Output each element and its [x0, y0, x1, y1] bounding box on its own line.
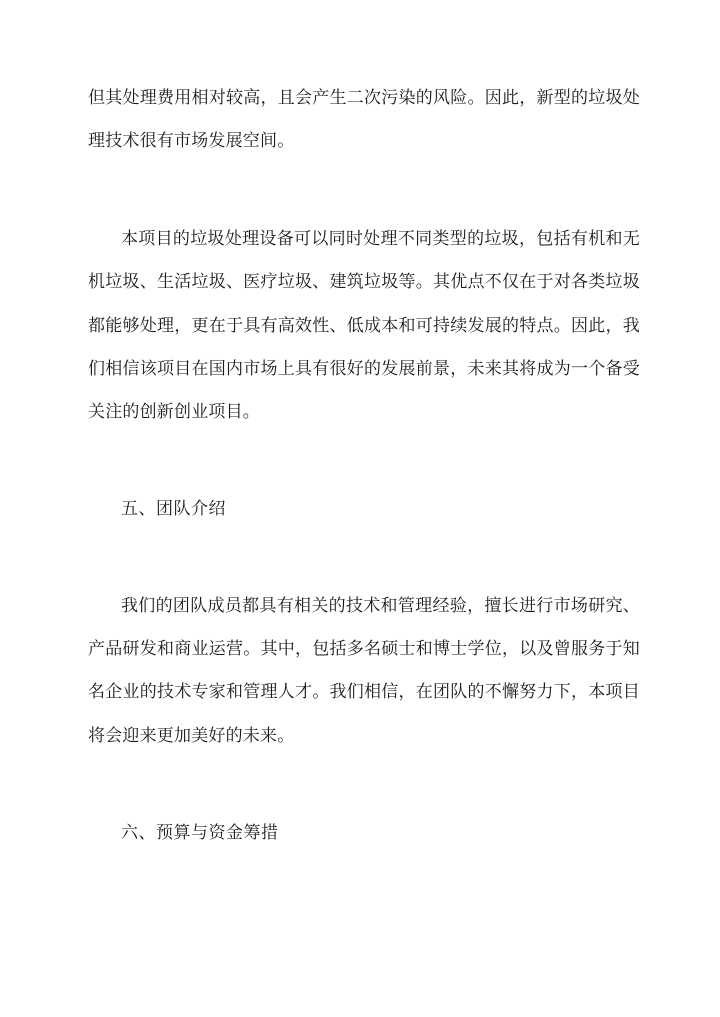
paragraph-2-line-2: 机垃圾、生活垃圾、医疗垃圾、建筑垃圾等。其优点不仅在于对各类垃圾	[88, 272, 640, 292]
paragraph-2-line-4: 们相信该项目在国内市场上具有很好的发展前景，未来其将成为一个备受	[88, 359, 640, 379]
paragraph-2-line-1: 本项目的垃圾处理设备可以同时处理不同类型的垃圾，包括有机和无	[121, 229, 640, 249]
section-5-line-4: 将会迎来更加美好的未来。	[88, 726, 295, 746]
section-6-heading: 六、预算与资金筹措	[121, 823, 279, 843]
section-5-heading: 五、团队介绍	[121, 499, 226, 519]
section-5-line-3: 名企业的技术专家和管理人才。我们相信，在团队的不懈努力下，本项目	[88, 682, 640, 702]
section-5-line-2: 产品研发和商业运营。其中，包括多名硕士和博士学位，以及曾服务于知	[88, 639, 640, 659]
paragraph-2-line-5: 关注的创新创业项目。	[88, 402, 260, 422]
paragraph-1-line-2: 理技术很有市场发展空间。	[88, 131, 295, 151]
section-5-line-1: 我们的团队成员都具有相关的技术和管理经验，擅长进行市场研究、	[121, 596, 640, 616]
paragraph-2-line-3: 都能够处理，更在于具有高效性、低成本和可持续发展的特点。因此，我	[88, 316, 640, 336]
paragraph-1-line-1: 但其处理费用相对较高，且会产生二次污染的风险。因此，新型的垃圾处	[88, 88, 640, 108]
